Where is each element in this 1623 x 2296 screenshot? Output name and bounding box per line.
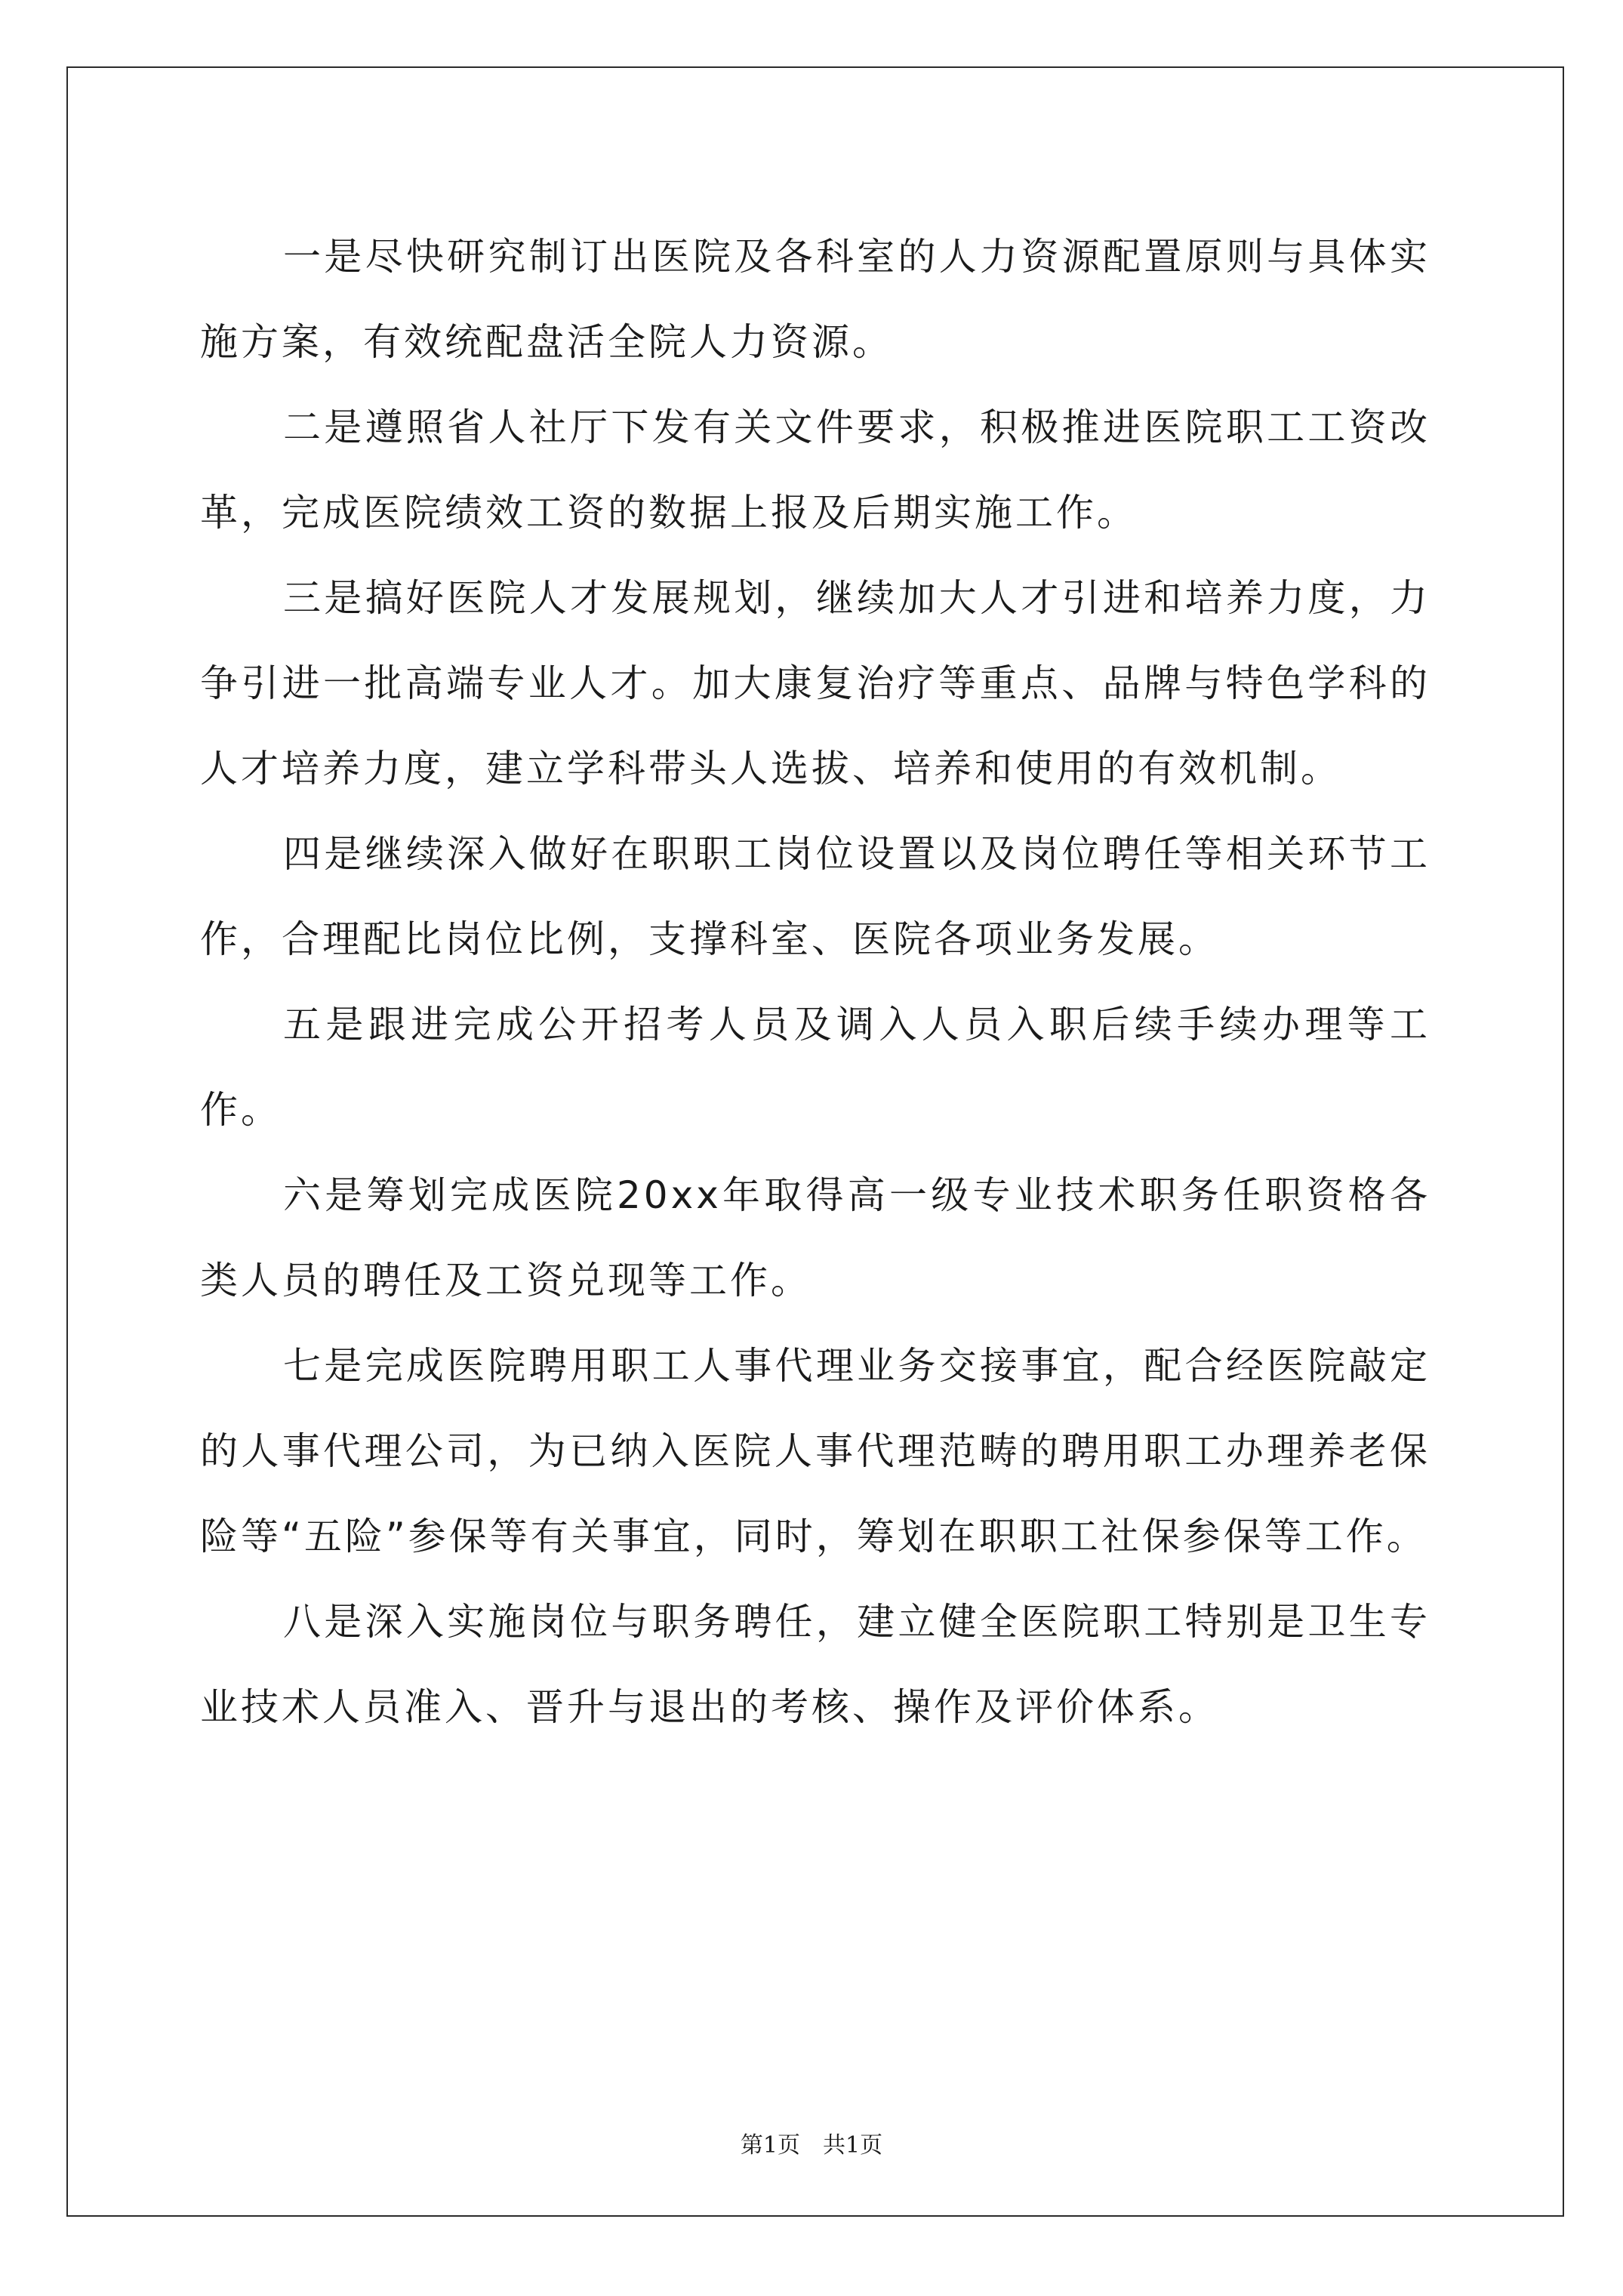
paragraph-3: 三是搞好医院人才发展规划，继续加大人才引进和培养力度，力争引进一批高端专业人才。加大康复治疗等重点、品牌与特色学科的人才培养力度，建立学科带头人选拔、培养和使用的有效机制。 (200, 576, 1431, 791)
paragraph-4: 四是继续深入做好在职职工岗位设置以及岗位聘任等相关环节工作，合理配比岗位比例，支撑科室、医院各项业务发展。 (200, 832, 1431, 961)
paragraph-1: 一是尽快研究制订出医院及各科室的人力资源配置原则与具体实施方案，有效统配盘活全院人力资源。 (200, 235, 1431, 364)
page-number: 第1页 (740, 2132, 800, 2159)
paragraph-8: 八是深入实施岗位与职务聘任，建立健全医院职工特别是卫生专业技术人员准入、晋升与退出的考核、操作及评价体系。 (200, 1600, 1431, 1729)
page-footer (0, 2131, 1623, 2161)
paragraph-2: 二是遵照省人社厅下发有关文件要求，积极推进医院职工工资改革，完成医院绩效工资的数据上报及后期实施工作。 (200, 405, 1431, 535)
paragraph-6: 六是筹划完成医院20xx年取得高一级专业技术职务任职资格各类人员的聘任及工资兑现等工作。 (200, 1173, 1431, 1302)
paragraph-7: 七是完成医院聘用职工人事代理业务交接事宜，配合经医院敲定的人事代理公司，为已纳入医院人事代理范畴的聘用职工办理养老保险等“五险”参保等有关事宜，同时，筹划在职职工社保参保等工作。 (200, 1344, 1431, 1558)
paragraph-5: 五是跟进完成公开招考人员及调入人员入职后续手续办理等工作。 (200, 1003, 1431, 1132)
page-total: 共1页 (823, 2132, 883, 2159)
document-body (200, 214, 1431, 1750)
